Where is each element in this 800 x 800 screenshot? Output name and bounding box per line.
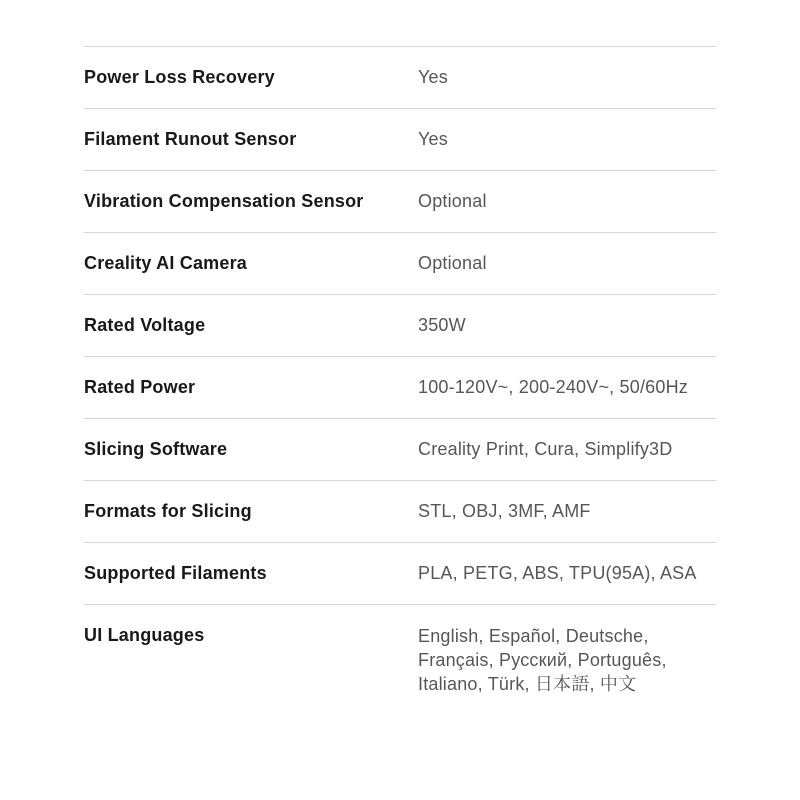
spec-row [84, 356, 716, 418]
spec-row [84, 542, 716, 604]
spec-value: Creality Print, Cura, Simplify3D [418, 439, 673, 459]
spec-label: Slicing Software [84, 439, 228, 459]
spec-row [84, 294, 716, 356]
spec-row [84, 480, 716, 542]
spec-value: Yes [418, 67, 448, 87]
spec-label: Supported Filaments [84, 563, 267, 583]
spec-value: Yes [418, 129, 448, 149]
spec-value: 350W [418, 315, 466, 335]
spec-value: Optional [418, 191, 487, 211]
spec-row [84, 604, 716, 716]
spec-label: Creality AI Camera [84, 253, 248, 273]
spec-label: UI Languages [84, 625, 205, 645]
spec-value: Optional [418, 253, 487, 273]
spec-value [418, 624, 716, 696]
spec-label: Rated Voltage [84, 315, 206, 335]
spec-value: STL, OBJ, 3MF, AMF [418, 501, 591, 521]
spec-row [84, 170, 716, 232]
spec-label: Vibration Compensation Sensor [84, 191, 364, 211]
spec-value-line: Italiano, Türk, 日本語, 中文 [418, 674, 637, 694]
spec-row [84, 232, 716, 294]
spec-value: PLA, PETG, ABS, TPU(95A), ASA [418, 563, 697, 583]
spec-label: Power Loss Recovery [84, 67, 275, 87]
spec-row [84, 46, 716, 108]
spec-row [84, 418, 716, 480]
spec-label: Filament Runout Sensor [84, 129, 297, 149]
spec-row [84, 108, 716, 170]
spec-value-line: Français, Русский, Português, [418, 650, 667, 670]
spec-value-line: English, Español, Deutsche, [418, 626, 649, 646]
spec-label: Rated Power [84, 377, 196, 397]
spec-table [84, 46, 716, 716]
spec-label: Formats for Slicing [84, 501, 252, 521]
spec-value: 100-120V~, 200-240V~, 50/60Hz [418, 377, 688, 397]
